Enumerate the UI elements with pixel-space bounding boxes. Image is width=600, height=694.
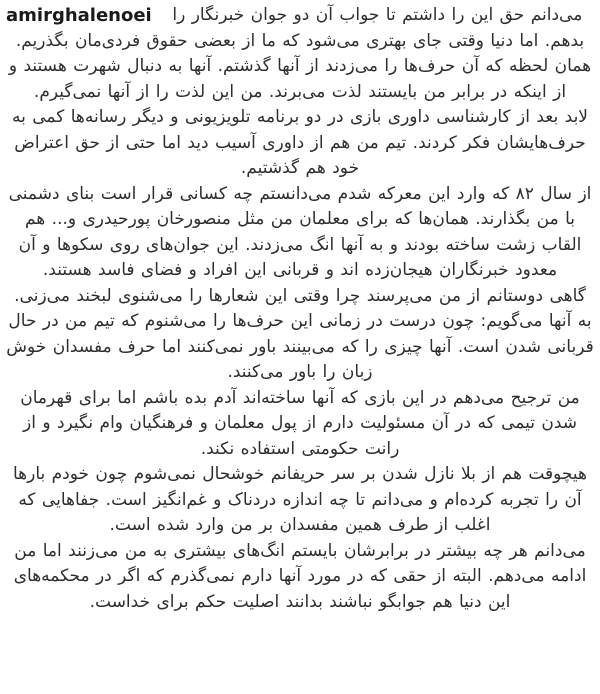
caption-text-1: می‌دانم حق این را داشتم تا جواب آن دو جوان خبرنگار را بدهم. اما دنیا وقتی جای بهتری می‌شود که ما از بعضی حقوق فردی‌مان بگذریم. همان لحظه که آن حرف‌ها را می‌زدند از آنها گذشتم. آنها به دنبال شهرت هستند و از اینکه در برابر من بایستند لذت می‌برند. من این لذت را از آنها نمی‌گیرم. bbox=[8, 5, 592, 102]
caption-text-4: گاهی دوستانم از من می‌پرسند چرا وقتی این شعارها را می‌شنوی لبخند می‌زنی. به آنها می‌گویم: چون درست در زمانی این حرف‌ها را می‌شنوم که تیم من در حال قربانی شدن است. آنها چیزی را که می‌بینند باور نمی‌کنند اما حرف مفسدان خوش زبان را باور می‌کنند. bbox=[6, 285, 594, 382]
caption-paragraph-5 bbox=[6, 386, 594, 463]
caption-paragraph-6 bbox=[6, 462, 594, 539]
caption-text-2: لابد بعد از کارشناسی داوری بازی در دو برنامه تلویزیونی و دیگر رسانه‌ها کمی به حرف‌هایشان فکر کردند. تیم من هم از داوری آسیب دید اما حتی از حق اعتراض خود هم گذشتیم. bbox=[12, 107, 588, 178]
caption-paragraph-1 bbox=[6, 3, 594, 105]
caption-text-5: من ترجیح می‌دهم در این بازی که آنها ساخته‌اند آدم بده باشم اما برای قهرمان شدن تیمی که در آن مسئولیت دارم از پول معلمان و فرهنگیان وام نگیرد و از رانت حکومتی استفاده نکند. bbox=[20, 387, 580, 459]
caption-text-6: هیچوقت هم از بلا نازل شدن بر سر حریفانم خوشحال نمی‌شوم چون خودم بارها آن را تجربه کرده‌ام و می‌دانم تا چه اندازه دردناک و غم‌انگیز است. جفاهایی که اغلب از طرف همین مفسدان بر من وارد شده است. bbox=[12, 464, 588, 535]
caption-paragraph-4 bbox=[6, 284, 594, 386]
caption-text-7: می‌دانم هر چه بیشتر در برابرشان بایستم انگ‌های بیشتری به من می‌زنند اما من ادامه می‌دهم. البته از حقی که در مورد آنها دارم نمی‌گذرم که اگر در محکمه‌های این دنیا هم جوابگو نباشند بدانند اصلیت حکم برای خداست. bbox=[13, 540, 587, 612]
caption-text-3: از سال ۸۲ که وارد این معرکه شدم می‌دانستم چه کسانی قرار است بنای دشمنی با من بگذارند. همان‌ها که برای معلمان من مثل منصورخان پورحیدری و... هم القاب زشت ساخته بودند و به آنها انگ می‌زدند. این جوان‌های روی سکوها و آن معدود خبرنگاران هیجان‌زده اند و قربانی این افراد و فضای فاسد هستند. bbox=[8, 183, 592, 280]
caption-paragraph-7 bbox=[6, 539, 594, 616]
caption-paragraph-3 bbox=[6, 182, 594, 284]
caption-paragraph-2 bbox=[6, 105, 594, 182]
username-link[interactable]: amirghalenoei bbox=[6, 5, 152, 26]
